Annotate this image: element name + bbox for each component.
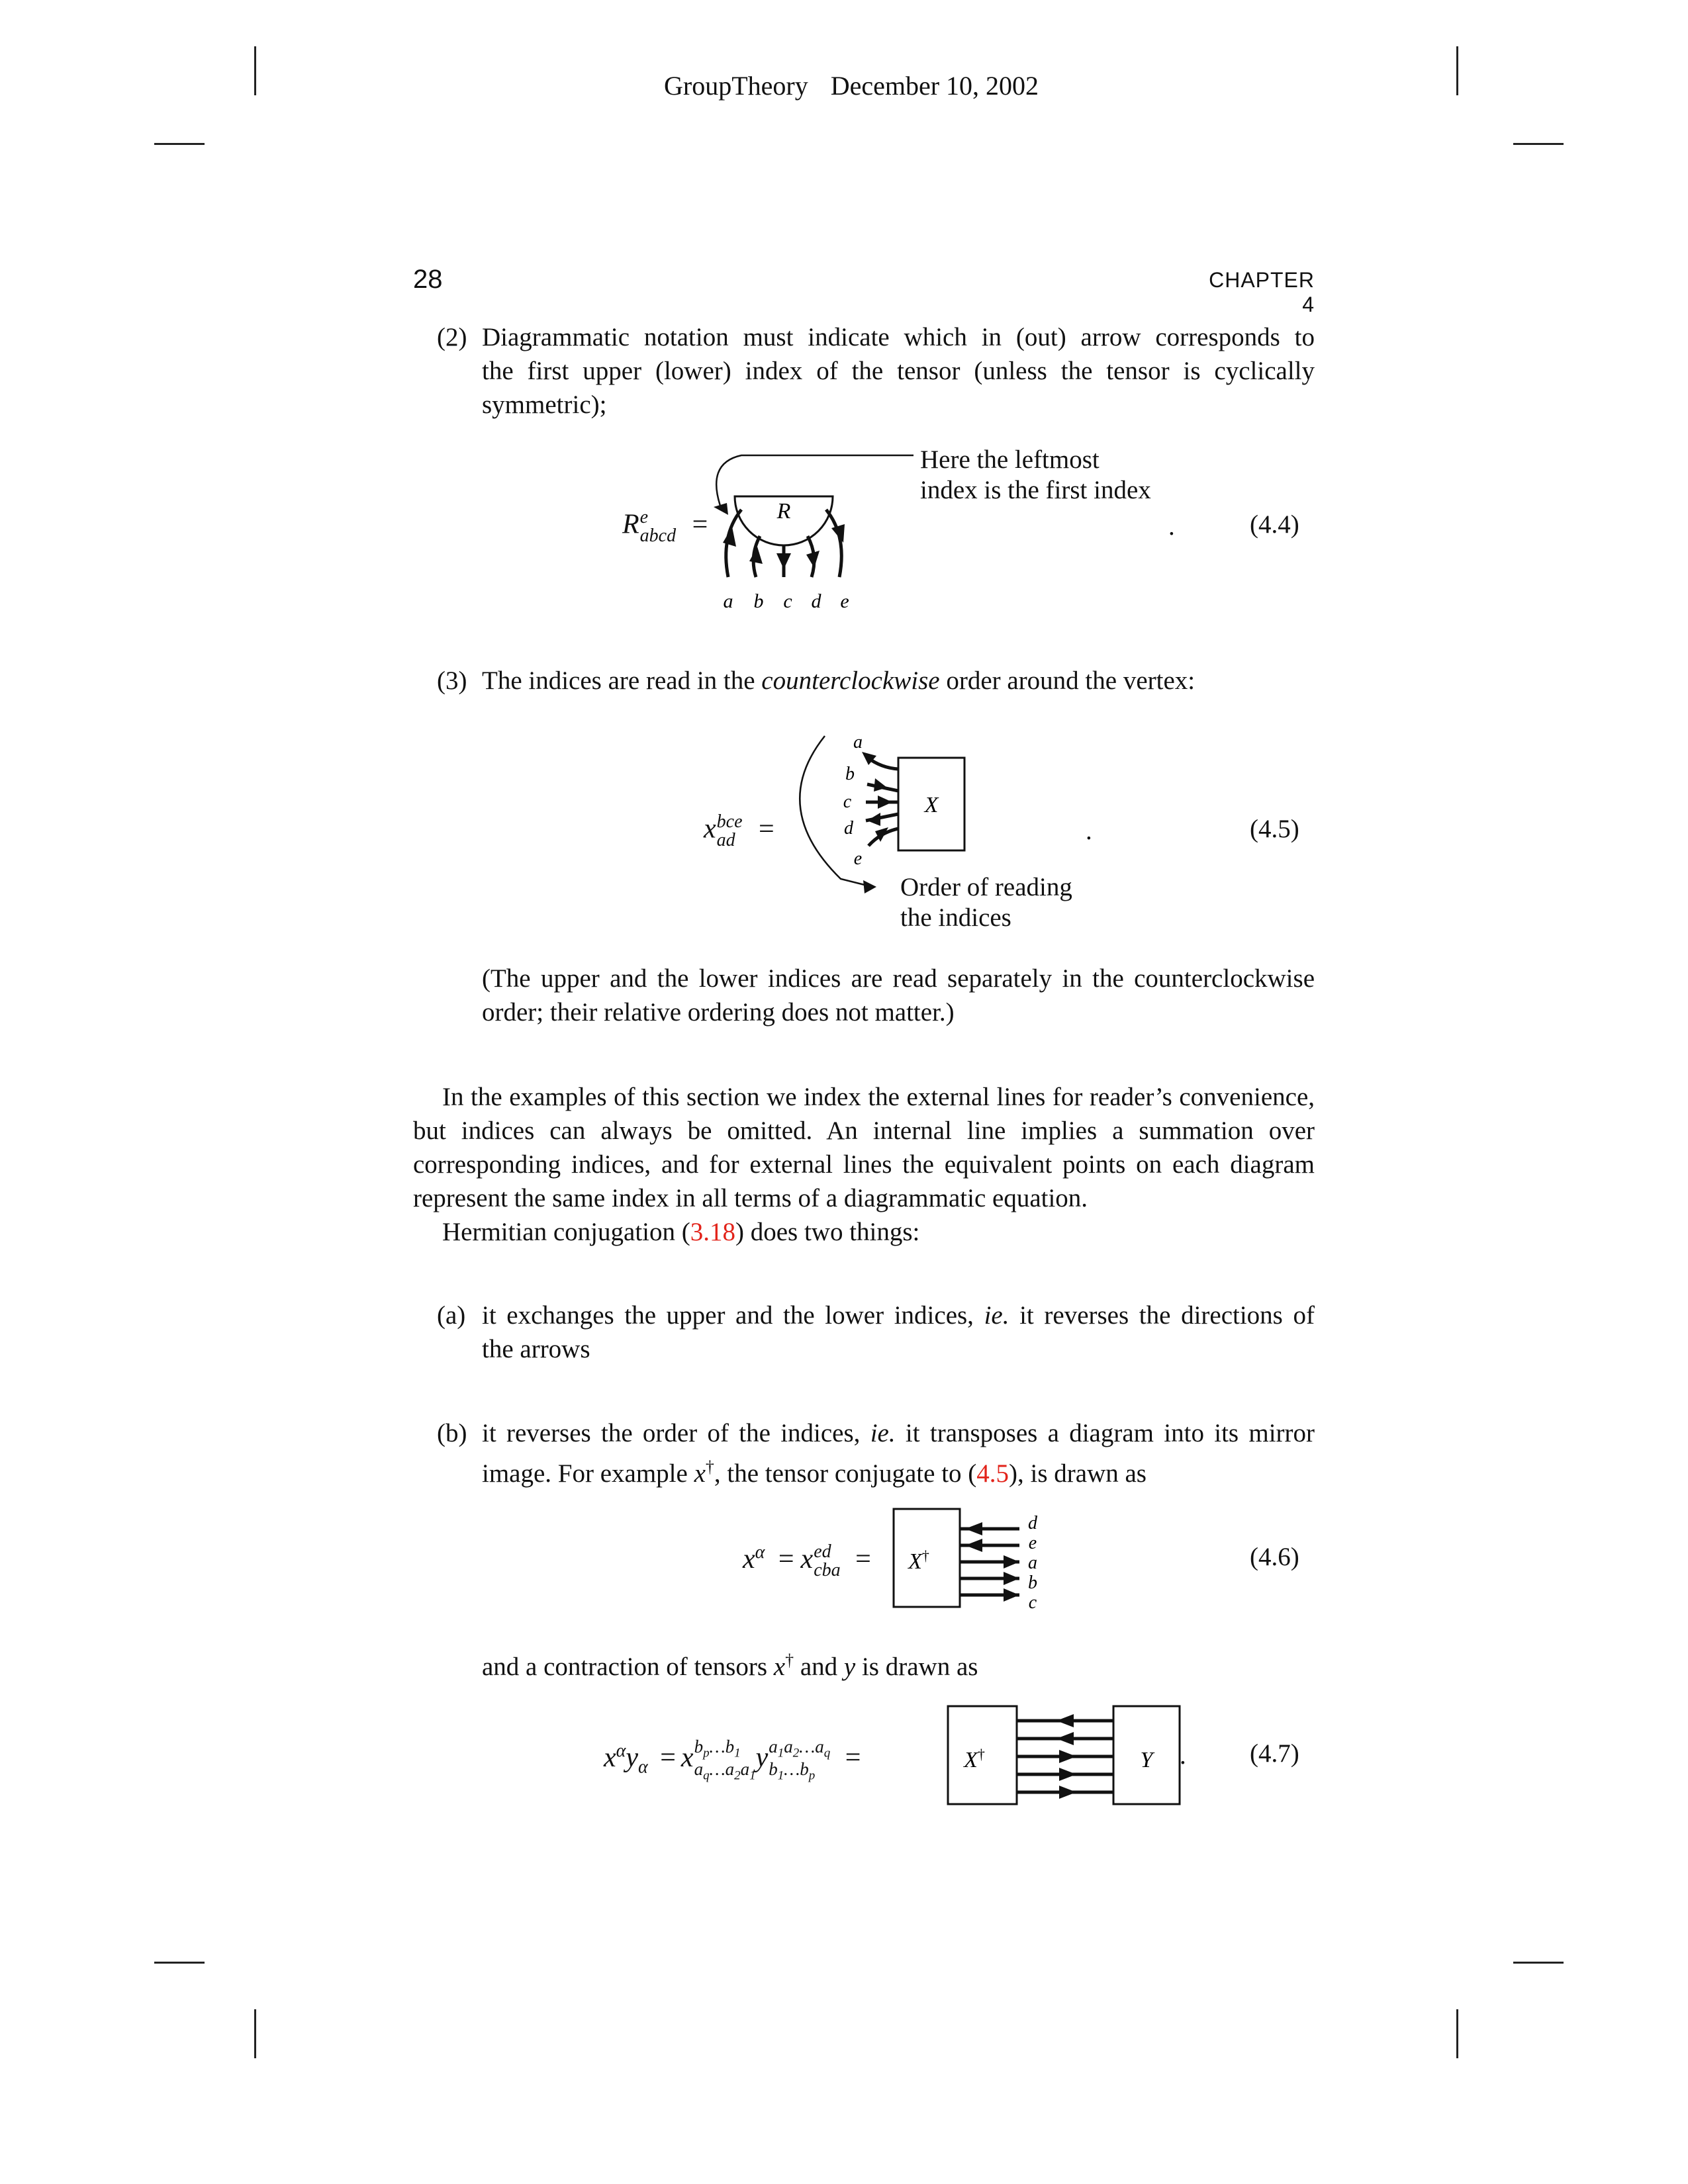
equation-4-6-lhs [743,1542,871,1580]
text-run: image. For example [482,1459,694,1488]
equation-number-4-7: (4.7) [1250,1739,1299,1768]
crop-mark [254,46,256,95]
leg-label-e: e [853,848,863,869]
equals-sign: = [692,509,708,540]
text-run: , the tensor conjugate to ( [714,1459,977,1488]
equation-reference-link[interactable]: 3.18 [690,1218,735,1246]
emphasis: ie. [870,1419,896,1447]
chapter-label: CHAPTER 4 [1209,268,1315,316]
equation-number-4-6: (4.6) [1250,1543,1299,1571]
annotation-line: index is the first index [920,476,1151,504]
leg-label-b: b [753,590,764,612]
annotation-4-5 [900,872,1072,933]
text-run: is drawn as [855,1653,978,1681]
math-symbol: R [622,509,639,540]
text-line: symmetric); [482,390,607,419]
annotation-arrowhead [714,503,728,515]
item-2-text [482,320,1315,422]
text-line: Diagrammatic notation must indicate which in (out) arrow corresponds to [482,323,1315,351]
math-symbol: y [626,1742,639,1773]
math-symbol: x [694,1459,706,1488]
crop-mark [1456,46,1458,95]
crop-mark [254,2009,256,2058]
equation-number-4-4: (4.4) [1250,510,1299,539]
equation-period: . [1168,512,1175,541]
tensor-label-y: Y [1140,1748,1153,1772]
math-superscript: $a_1a_2\dots a_q$ [769,1737,831,1760]
arrow-right [1059,1786,1076,1799]
leg-label-e: e [1028,1533,1037,1553]
text-line: (The upper and the lower indices are read separately in the counterclockwise [482,964,1315,993]
text-line: represent the same index in all terms of a diagrammatic equation. [413,1184,1088,1212]
arrow-right [1059,1750,1076,1763]
text-line [482,1416,1315,1450]
math-superscript: α [616,1740,626,1761]
math-symbol: x [773,1653,786,1681]
math-superscript: $b_p\dots b_1$ [694,1737,741,1760]
tensor-label: X [924,793,939,817]
math-superscript: α [755,1542,765,1563]
equation-period: . [1086,817,1092,845]
math-symbol: x [704,813,716,844]
leg-label-c: c [783,590,792,612]
crop-mark [1513,1962,1564,1964]
arrow-e [831,524,845,543]
item-label: (3) [437,666,467,695]
leg-label-d: d [811,590,821,612]
equals-sign: = [759,813,774,844]
text-line [482,1450,1315,1490]
text-line: In the examples of this section we index the external lines for reader’s convenience, [442,1083,1315,1111]
arrow-a [1004,1555,1019,1569]
leg-label-d: d [844,818,853,839]
arrow-left [1056,1714,1074,1727]
running-header [664,70,1039,101]
equation-4-5-lhs [704,813,774,850]
text-run: it transposes a diagram into its mirror [895,1419,1315,1447]
arrow-c [1004,1588,1019,1602]
math-subscript: cba [814,1560,841,1581]
leg-label-e: e [840,590,849,612]
annotation-line: Here the leftmost [920,445,1100,474]
page-number: 28 [413,265,443,294]
arrow-c [776,553,791,569]
equation-4-7-lhs [604,1737,861,1783]
text-run: Hermitian conjugation ( [442,1218,690,1246]
equals-sign: = [845,1742,861,1773]
text-run: ) does two things: [735,1218,920,1246]
text-run: it reverses the order of the indices, [482,1419,870,1447]
item-b-text [482,1416,1315,1490]
crop-mark [154,143,205,145]
text-run: order around the vertex: [939,666,1196,695]
text-line [482,1298,1315,1332]
text-run: and a contraction of tensors [482,1653,774,1681]
equals-sign: = [778,1544,794,1574]
text-run: and [794,1653,844,1681]
leg-label-a: a [853,732,863,752]
arrow-d [806,551,820,568]
equation-period: . [1180,1741,1186,1770]
math-subscript: ad [716,830,735,850]
item-3-text [482,664,1195,698]
math-subscript: $b_1\dots b_p$ [769,1759,816,1783]
text-run: ), is drawn as [1009,1459,1147,1488]
tensor-label-x: X† [964,1746,985,1772]
math-symbol: x [800,1544,814,1574]
math-symbol: x [743,1544,755,1574]
equation-number-4-5: (4.5) [1250,815,1299,843]
math-superscript: † [705,1457,714,1477]
math-symbol: y [843,1653,856,1681]
tensor-diagram-4-6 [887,1502,1086,1621]
contraction-text [482,1643,978,1684]
equals-sign: = [855,1544,871,1574]
equation-4-4-lhs [622,508,708,545]
text-run: it reverses the directions of [1009,1301,1315,1330]
math-superscript: e [639,507,649,527]
leg-label-b: b [1028,1572,1037,1593]
text-run: The indices are read in the [482,666,762,695]
text-run: it exchanges the upper and the lower indices, [482,1301,984,1330]
annotation-line: the indices [900,903,1011,932]
math-subscript: α [638,1756,648,1778]
note-text [482,962,1315,1029]
item-label: (a) [437,1301,466,1330]
running-title: GroupTheory [664,71,808,101]
item-a-text [482,1298,1315,1366]
math-superscript: ed [814,1541,831,1563]
leg-label-b: b [845,764,855,784]
emphasis: ie. [984,1301,1009,1330]
leg-label-c: c [843,792,852,812]
leg-label-a: a [723,590,733,612]
annotation-line: Order of reading [900,873,1072,901]
contraction-diagram-4-7 [940,1701,1192,1820]
crop-mark [154,1962,205,1964]
emphasis: counterclockwise [761,666,940,695]
equals-sign: = [660,1742,676,1773]
body-paragraph [413,1080,1315,1249]
equation-reference-link[interactable]: 4.5 [976,1459,1009,1488]
math-superscript: bce [716,811,743,832]
item-label: (b) [437,1419,467,1447]
math-subscript: abcd [639,525,677,546]
leg-e [826,510,841,577]
arrow-left [1056,1732,1074,1745]
math-symbol: y [755,1742,769,1773]
item-label: (2) [437,323,467,351]
arrow-right [1059,1768,1076,1781]
reading-order-arrowhead [863,880,876,893]
arrow-d [965,1522,982,1535]
math-subscript: $a_q\dots a_2a_1$ [694,1759,756,1783]
tensor-label: X† [908,1547,929,1574]
text-line: the first upper (lower) index of the tensor (unless the tensor is cyclically [482,357,1315,385]
arrow-e [965,1539,982,1552]
text-line: corresponding indices, and for external lines the equivalent points on each diagram [413,1150,1315,1179]
leg-label-a: a [1028,1553,1037,1573]
text-line: but indices can always be omitted. An internal line implies a summation over [413,1116,1315,1145]
arrow-b [1004,1572,1019,1585]
annotation-4-4 [920,445,1151,506]
text-line: order; their relative ordering does not matter.) [482,998,955,1026]
math-symbol: x [604,1742,616,1773]
vertex-label: R [776,499,791,523]
running-date: December 10, 2002 [830,71,1039,101]
text-line: the arrows [482,1335,590,1363]
arrow-c [878,796,892,809]
text-line [413,1215,1315,1249]
math-symbol: x [680,1742,694,1773]
arrow-b [749,547,763,564]
math-superscript: † [785,1651,794,1670]
leg-label-c: c [1028,1592,1037,1613]
leg-label-d: d [1028,1513,1037,1533]
crop-mark [1513,143,1564,145]
crop-mark [1456,2009,1458,2058]
